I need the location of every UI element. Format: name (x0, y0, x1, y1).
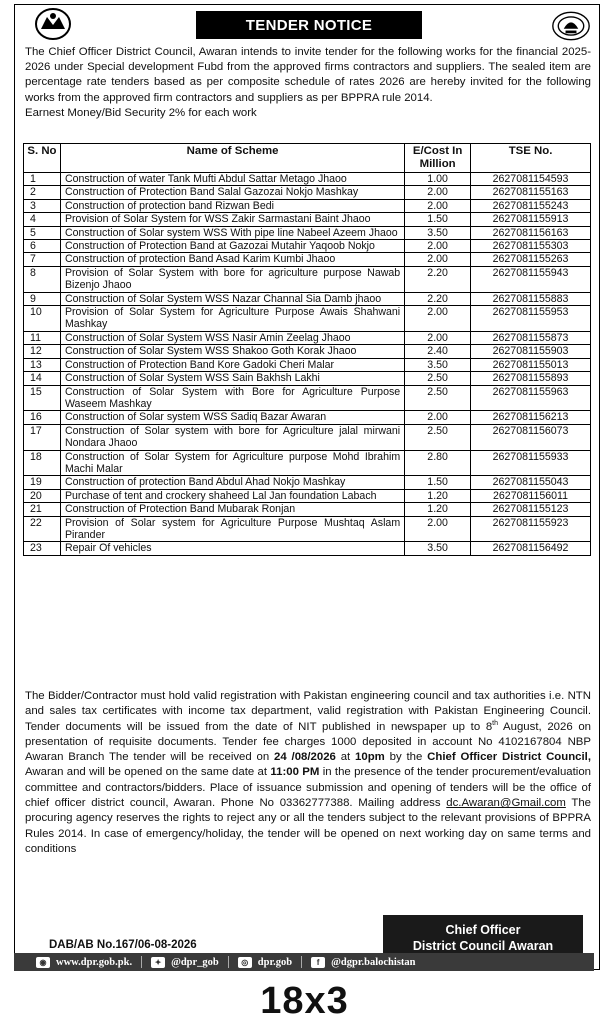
row-sno: 15 (24, 385, 61, 411)
row-tse-number: 2627081155963 (471, 385, 591, 411)
instagram-icon: ◎ (238, 957, 252, 968)
globe-icon: ◉ (36, 957, 50, 968)
row-scheme-name: Construction of Solar System WSS Sain Bakhsh Lakhi (60, 372, 404, 385)
table-row (24, 476, 591, 489)
email-link[interactable]: dc.Awaran@Gmail.com (446, 797, 566, 810)
page-title: TENDER NOTICE (196, 11, 422, 39)
row-sno: 22 (24, 516, 61, 542)
row-sno: 9 (24, 292, 61, 305)
district-emblem-icon (33, 7, 73, 41)
row-scheme-name: Construction of protection band Rizwan Bedi (60, 199, 404, 212)
row-scheme-name: Construction of Solar System with Bore for Agriculture Purpose Waseem Mashkay (60, 385, 404, 411)
row-cost: 2.00 (405, 331, 471, 344)
table-row (24, 213, 591, 226)
terms-text: at (335, 751, 356, 764)
row-scheme-name: Construction of Protection Band Kore Gadoki Cheri Malar (60, 358, 404, 371)
row-scheme-name: Provision of Solar System for WSS Zakir Sarmastani Baint Jhaoo (60, 213, 404, 226)
row-tse-number: 2627081155263 (471, 253, 591, 266)
row-sno: 16 (24, 411, 61, 424)
row-cost: 2.40 (405, 345, 471, 358)
signature-office: District Council Awaran (412, 938, 554, 953)
divider (141, 956, 142, 968)
header-cost: E/Cost In Million (405, 144, 471, 173)
footer-instagram[interactable]: dpr.gob (257, 956, 293, 968)
row-scheme-name: Repair Of vehicles (60, 542, 404, 555)
row-sno: 17 (24, 424, 61, 450)
footer-twitter[interactable]: @dpr_gob (171, 956, 219, 968)
row-scheme-name: Provision of Solar System with bore for agriculture purpose Nawab Bizenjo Jhaoo (60, 266, 404, 292)
row-tse-number: 2627081155243 (471, 199, 591, 212)
table-row (24, 253, 591, 266)
row-tse-number: 2627081156213 (471, 411, 591, 424)
row-sno: 8 (24, 266, 61, 292)
row-scheme-name: Construction of Solar system WSS With pipe line Nabeel Azeem Jhaoo (60, 226, 404, 239)
row-scheme-name: Construction of protection Band Asad Karim Kumbi Jhaoo (60, 253, 404, 266)
row-cost: 3.50 (405, 226, 471, 239)
table-row (24, 424, 591, 450)
row-sno: 19 (24, 476, 61, 489)
ad-size-label: 18x3 (260, 980, 349, 1022)
row-tse-number: 2627081155943 (471, 266, 591, 292)
twitter-icon: ✦ (151, 957, 165, 968)
row-cost: 1.50 (405, 213, 471, 226)
row-cost: 1.20 (405, 503, 471, 516)
terms-text: Awaran and will be opened on the same date at (25, 766, 271, 779)
row-scheme-name: Construction of Solar system with bore for Agriculture jalal mirwani Nondara Jhaoo (60, 424, 404, 450)
row-tse-number: 2627081155883 (471, 292, 591, 305)
row-cost: 3.50 (405, 358, 471, 371)
row-scheme-name: Construction of Solar System WSS Nasir Amin Zeelag Jhaoo (60, 331, 404, 344)
terms-text: August, 2026 on presentation of requisite documents. Tender fee charges 1000 deposited in account No 4102167804 NBP Awaran Branch The tender will be received on (25, 720, 591, 764)
row-tse-number: 2627081155013 (471, 358, 591, 371)
row-sno: 13 (24, 358, 61, 371)
table-row (24, 186, 591, 199)
receive-time: 10pm (355, 751, 385, 764)
row-tse-number: 2627081156492 (471, 542, 591, 555)
terms-superscript: th (492, 719, 498, 727)
row-scheme-name: Construction of Protection Band Salal Gazozai Nokjo Mashkay (60, 186, 404, 199)
intro-paragraph (25, 45, 591, 121)
row-tse-number: 2627081154593 (471, 173, 591, 186)
row-sno: 12 (24, 345, 61, 358)
table-row (24, 226, 591, 239)
row-sno: 7 (24, 253, 61, 266)
row-tse-number: 2627081155903 (471, 345, 591, 358)
row-tse-number: 2627081155123 (471, 503, 591, 516)
row-cost: 1.50 (405, 476, 471, 489)
row-tse-number: 2627081155043 (471, 476, 591, 489)
row-cost: 2.00 (405, 186, 471, 199)
opening-time: 11:00 PM (270, 766, 320, 779)
row-cost: 2.00 (405, 411, 471, 424)
table-row (24, 199, 591, 212)
header-name: Name of Scheme (60, 144, 404, 173)
row-scheme-name: Construction of Solar system WSS Sadiq Bazar Awaran (60, 411, 404, 424)
office-name: Chief Officer District Council, (427, 751, 591, 764)
row-scheme-name: Provision of Solar System for Agriculture Purpose Awais Shahwani Mashkay (60, 306, 404, 332)
row-cost: 2.50 (405, 385, 471, 411)
row-tse-number: 2627081155933 (471, 450, 591, 476)
table-row (24, 411, 591, 424)
table-row (24, 489, 591, 502)
row-scheme-name: Construction of Solar System WSS Shakoo Goth Korak Jhaoo (60, 345, 404, 358)
receive-date: 24 /08/2026 (274, 751, 336, 764)
footer-bar (14, 953, 594, 971)
row-tse-number: 2627081156073 (471, 424, 591, 450)
row-tse-number: 2627081155893 (471, 372, 591, 385)
earnest-money-text: Earnest Money/Bid Security 2% for each work (25, 106, 257, 119)
tender-notice-page (14, 4, 600, 970)
row-scheme-name: Provision of Solar system for Agriculture Purpose Mushtaq Aslam Pirander (60, 516, 404, 542)
row-cost: 1.20 (405, 489, 471, 502)
row-sno: 2 (24, 186, 61, 199)
terms-text: The Bidder/Contractor must hold valid registration with Pakistan engineering council and tax authorities i.e. NTN and sales tax certificates with income tax department, valid registration with Pakistan Engineering Council. Tender documents will be issued from the date of NIT published in newspaper up to 8 (25, 690, 591, 733)
row-scheme-name: Construction of Solar System WSS Nazar Channal Sia Damb jhaoo (60, 292, 404, 305)
table-row (24, 503, 591, 516)
intro-text: The Chief Officer District Council, Awaran intends to invite tender for the following works for the financial 2025-2026 under Special development Fubd from the approved firms contractors and suppliers. The sealed item are percentage rate tenders based as per composite schedule of rates 2026 are hereby invited for the following works from the approved firm contractors and suppliers as per BPPRA rule 2014. (25, 46, 591, 104)
row-cost: 2.00 (405, 253, 471, 266)
divider (301, 956, 302, 968)
row-cost: 2.80 (405, 450, 471, 476)
terms-text: The procuring agency reserves the rights to reject any or all the tenders subject to the relevant provisions of BPPRA Rules 2014. In case of emergency/holiday, the tender will be opened on next working day on same terms and conditions (25, 797, 591, 855)
row-cost: 2.50 (405, 372, 471, 385)
footer-facebook[interactable]: @dgpr.balochistan (331, 956, 416, 968)
row-tse-number: 2627081155163 (471, 186, 591, 199)
row-sno: 11 (24, 331, 61, 344)
divider (228, 956, 229, 968)
row-scheme-name: Purchase of tent and crockery shaheed Lal Jan foundation Labach (60, 489, 404, 502)
terms-paragraph (25, 689, 591, 857)
row-cost: 2.50 (405, 424, 471, 450)
header-tse: TSE No. (471, 144, 591, 173)
row-scheme-name: Construction of Solar System for Agriculture purpose Mohd Ibrahim Machi Malar (60, 450, 404, 476)
table-row (24, 345, 591, 358)
table-row (24, 240, 591, 253)
row-tse-number: 2627081156163 (471, 226, 591, 239)
row-sno: 1 (24, 173, 61, 186)
table-row (24, 306, 591, 332)
row-sno: 10 (24, 306, 61, 332)
row-sno: 6 (24, 240, 61, 253)
row-sno: 3 (24, 199, 61, 212)
row-cost: 2.00 (405, 199, 471, 212)
terms-text: by the (384, 751, 428, 764)
table-row (24, 173, 591, 186)
row-cost: 2.00 (405, 240, 471, 253)
header-sno: S. No (24, 144, 61, 173)
row-sno: 4 (24, 213, 61, 226)
table-row (24, 385, 591, 411)
row-cost: 2.20 (405, 266, 471, 292)
table-row (24, 292, 591, 305)
row-sno: 18 (24, 450, 61, 476)
row-cost: 3.50 (405, 542, 471, 555)
row-tse-number: 2627081155953 (471, 306, 591, 332)
table-body (24, 173, 591, 556)
row-sno: 14 (24, 372, 61, 385)
row-scheme-name: Construction of Protection Band at Gazozai Mutahir Yaqoob Nokjo (60, 240, 404, 253)
row-tse-number: 2627081155923 (471, 516, 591, 542)
table-row (24, 331, 591, 344)
row-cost: 1.00 (405, 173, 471, 186)
schemes-table (23, 143, 591, 556)
row-tse-number: 2627081156011 (471, 489, 591, 502)
row-cost: 2.00 (405, 516, 471, 542)
row-sno: 20 (24, 489, 61, 502)
table-row (24, 372, 591, 385)
signature-title: Chief Officer (445, 922, 521, 937)
row-tse-number: 2627081155873 (471, 331, 591, 344)
facebook-icon: f (311, 957, 325, 968)
table-row (24, 516, 591, 542)
row-scheme-name: Construction of water Tank Mufti Abdul Sattar Metago Jhaoo (60, 173, 404, 186)
row-tse-number: 2627081155303 (471, 240, 591, 253)
row-scheme-name: Construction of Protection Band Mubarak Ronjan (60, 503, 404, 516)
reference-number: DAB/AB No.167/06-08-2026 (49, 939, 197, 951)
footer-website[interactable]: www.dpr.gob.pk. (56, 956, 133, 968)
row-sno: 21 (24, 503, 61, 516)
council-seal-icon (551, 9, 591, 43)
row-cost: 2.00 (405, 306, 471, 332)
table-row (24, 358, 591, 371)
row-cost: 2.20 (405, 292, 471, 305)
table-row (24, 450, 591, 476)
terms-text: in the presence of the tender procurement/evaluation committee and contractors/bidders. Place of issuance submission and opening of tenders will be the office of chief officer district council, Awaran. Phone No 03362777388. Mailing address (25, 766, 591, 810)
table-header-row (24, 144, 591, 173)
table-row (24, 542, 591, 555)
row-sno: 5 (24, 226, 61, 239)
row-sno: 23 (24, 542, 61, 555)
row-scheme-name: Construction of protection Band Abdul Ahad Nokjo Mashkay (60, 476, 404, 489)
table-row (24, 266, 591, 292)
row-tse-number: 2627081155913 (471, 213, 591, 226)
